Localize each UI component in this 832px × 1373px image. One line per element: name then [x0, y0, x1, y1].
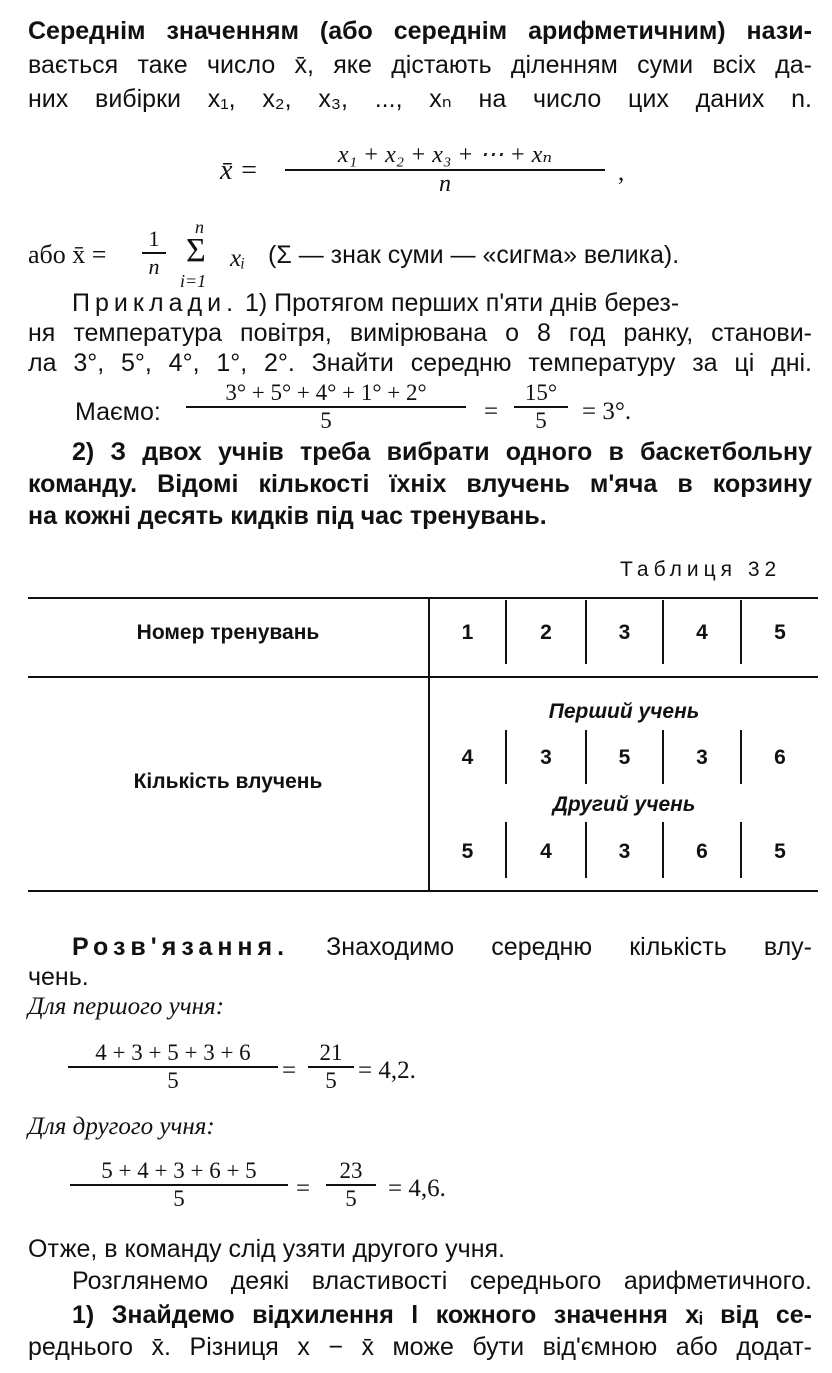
solution-heading: Розв'язання. [72, 933, 290, 961]
table-bottom-rule [28, 890, 818, 892]
calc-result: = 3°. [582, 398, 632, 425]
first-student-label: Для першого учня: [28, 993, 225, 1020]
sigma-term: xᵢ [230, 245, 246, 272]
first-result: = 4,2. [358, 1057, 416, 1084]
table-header-cell: 3 [618, 621, 631, 644]
definition-line-1: Середнім значенням (або середнім арифметичним) нази- [28, 17, 812, 45]
calc-fraction [186, 380, 466, 434]
properties-line-1: Розглянемо деякі властивості середнього арифметичного. [72, 1267, 812, 1295]
table-caption: Таблиця 32 [620, 558, 782, 581]
example2-line-2: команду. Відомі кількості їхніх влучень м'яча в корзину [28, 470, 812, 498]
table-cell: 4 [461, 746, 474, 769]
calc-equals: = [484, 398, 499, 425]
formula-sigma-prefix: або x̄ = [28, 240, 107, 269]
first-denominator: 5 [167, 1068, 179, 1093]
second-equals: = [296, 1175, 311, 1202]
table-top-rule [28, 597, 818, 599]
formula-mean-lhs: x̄ = [220, 155, 259, 186]
formula-mean-denominator: n [439, 171, 451, 197]
first-numerator: 4 + 3 + 5 + 3 + 6 [95, 1040, 251, 1065]
solution-line-1 [72, 932, 812, 962]
second-denominator: 5 [173, 1186, 185, 1211]
table-cell: 5 [461, 840, 474, 863]
first-fraction [68, 1040, 278, 1094]
formula-sigma-fraction [142, 226, 166, 280]
properties-line-2: 1) Знайдемо відхилення l кожного значення xᵢ від се- [72, 1301, 812, 1329]
second-fraction-2 [326, 1158, 376, 1212]
example2-line-1: 2) З двох учнів треба вибрати одного в баскетбольну [72, 438, 812, 466]
calc-label: Маємо: [75, 398, 161, 426]
table-cell: 6 [696, 840, 708, 863]
calc-fraction-2 [514, 380, 568, 434]
definition-line-2: вається таке число x̄, яке дістають діленням суми всіх да- [28, 51, 812, 79]
table-header-cell: 5 [774, 621, 786, 644]
formula-mean-comma: , [618, 159, 625, 186]
second-numerator-2: 23 [339, 1158, 363, 1183]
table-row-label: Кількість влучень [133, 770, 323, 793]
first-numerator-2: 21 [319, 1040, 343, 1065]
examples-line-2: ня температура повітря, вимірювана о 8 год ранку, станови- [28, 319, 812, 347]
table-cell: 3 [696, 746, 708, 769]
table-cell: 6 [774, 746, 786, 769]
sigma-symbol: Σ [186, 232, 206, 269]
student2-label: Другий учень [552, 793, 696, 816]
table-cell: 3 [540, 746, 552, 769]
table-header-cell: 1 [461, 621, 474, 644]
student1-label: Перший учень [548, 700, 700, 723]
second-result: = 4,6. [388, 1175, 446, 1202]
sigma-fraction-numerator: 1 [148, 226, 160, 251]
calc-numerator-2: 15° [524, 380, 558, 405]
examples-line-1 [72, 288, 679, 318]
first-fraction-2 [308, 1040, 354, 1094]
calc-numerator: 3° + 5° + 4° + 1° + 2° [225, 380, 427, 405]
conclusion: Отже, в команду слід узяти другого учня. [28, 1235, 505, 1263]
examples-line-3: ла 3°, 5°, 4°, 1°, 2°. Знайти середню температуру за ці дні. [28, 349, 812, 377]
properties-line-3: реднього x̄. Різниця x − x̄ може бути від'ємною або додат- [28, 1333, 812, 1361]
table-cell: 5 [618, 746, 631, 769]
table-cell: 3 [618, 840, 631, 863]
formula-mean-numerator: x₁ + x₂ + x₃ + ⋯ + xₙ [337, 142, 553, 168]
solution-line-2: чень. [28, 963, 89, 991]
sigma-upper-limit: n [195, 217, 204, 237]
table-header-label: Номер тренувань [136, 621, 320, 644]
second-student-label: Для другого учня: [28, 1113, 215, 1140]
first-denominator-2: 5 [325, 1068, 337, 1093]
examples-line-1-text: 1) Протягом перших п'яти днів берез- [245, 289, 680, 317]
table-header-cell: 2 [540, 621, 552, 644]
examples-heading: Приклади. [72, 289, 239, 317]
calc-denominator-2: 5 [535, 408, 547, 433]
calc-denominator: 5 [320, 408, 332, 433]
first-equals: = [282, 1057, 297, 1084]
formula-mean-fraction [285, 140, 605, 198]
table-cell: 5 [774, 840, 786, 863]
table-cell: 4 [540, 840, 552, 863]
second-numerator: 5 + 4 + 3 + 6 + 5 [101, 1158, 257, 1183]
definition-line-3: них вибірки x₁, x₂, x₃, ..., xₙ на число цих даних n. [28, 85, 812, 113]
sigma-lower-limit: i=1 [180, 271, 207, 291]
second-fraction [70, 1158, 288, 1212]
second-denominator-2: 5 [345, 1186, 357, 1211]
table-header-cell: 4 [696, 621, 708, 644]
example2-line-3: на кожні десять кидків під час тренувань. [28, 502, 547, 530]
sigma-fraction-denominator: n [148, 254, 160, 279]
sigma-note: (Σ — знак суми — «сигма» велика). [268, 241, 680, 269]
table-header-rule [28, 676, 818, 678]
solution-line-1-text: Знаходимо середню кількість влу- [326, 933, 812, 961]
